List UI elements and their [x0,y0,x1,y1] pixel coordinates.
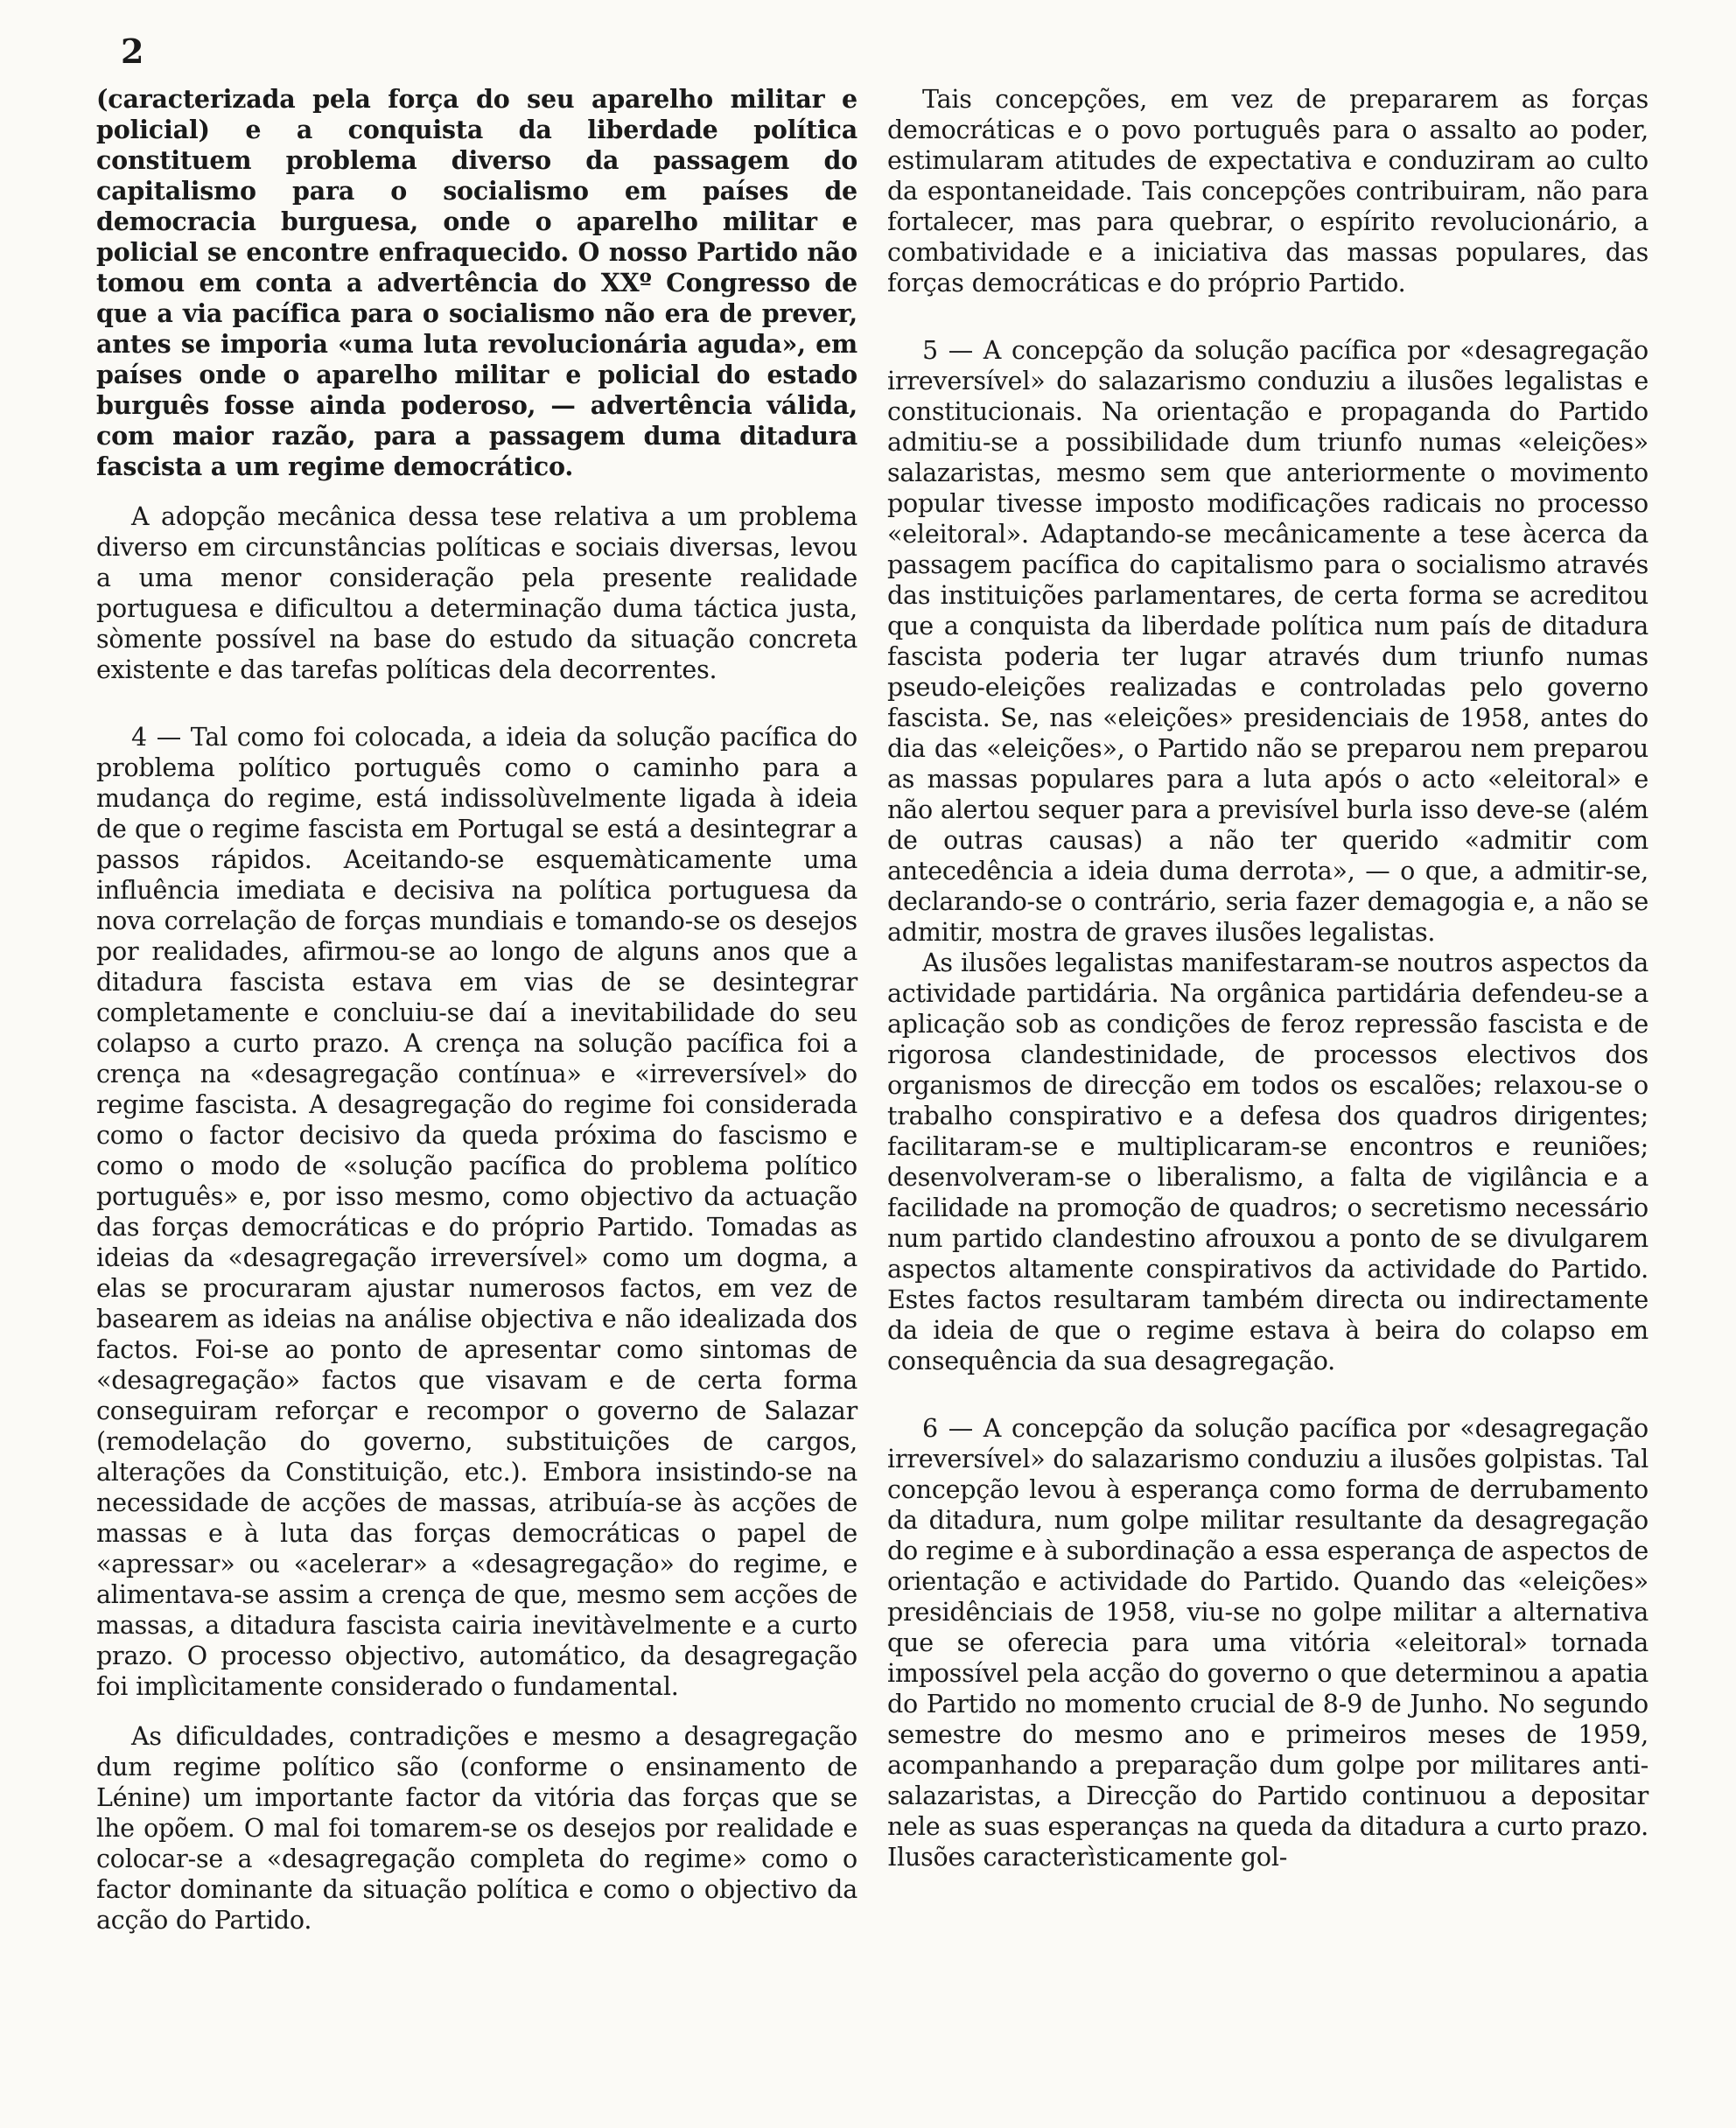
paragraph: 4 — Tal como foi colocada, a ideia da solução pacífica do problema político português como o caminho para a mudança do regime, está indissolùvelmente ligada à ideia de que o regime fascista em Portugal se está a desintegrar a passos rápidos. Aceitando-se esquemàticamente uma influência imediata e decisiva na política portuguesa da nova correlação de forças mundiais e tomando-se os desejos por realidades, afirmou-se ao longo de alguns anos que a ditadura fascista estava em vias de se desintegrar completamente e concluiu-se daí a inevitabilidade do seu colapso a curto prazo. A crença na solução pacífica foi a crença na «desagregação contínua» e «irreversível» do regime fascista. A desagregação do regime foi considerada como o factor decisivo da queda próxima do fascismo e como o modo de «solução pacífica do problema político português» e, por isso mesmo, como objectivo da actuação das forças democráticas e do próprio Partido. Tomadas as ideias da «desagregação irreversível» como um dogma, a elas se procuraram ajustar numerosos factos, em vez de basearem as ideias na análise objectiva e não idealizada dos factos. Foi-se ao ponto de apresentar como sintomas de «desagregação» factos que visavam e de certa forma conseguiram reforçar e recompor o governo de Salazar (remodelação do governo, substituições de cargos, alterações da Constituição, etc.). Embora insistindo-se na necessidade de acções de massas, atribuía-se às acções de massas e à luta das forças democráticas o papel de «apressar» ou «acelerar» a «desagregação» do regime, e alimentava-se assim a crença de que, mesmo sem acções de massas, a ditadura fascista cairia inevitàvelmente e a curto prazo. O processo objectivo, automático, da desagregação foi implìcitamente considerado o fundamental. [96,723,858,1701]
paragraph: Tais concepções, em vez de prepararem as forças democráticas e o povo português para o assalto ao poder, estimularam atitudes de expectativa e conduziram ao culto da espontaneidade. Tais concepções contribuiram, não para fortalecer, mas para quebrar, o espírito revolucionário, a combatividade e a iniciativa das massas populares, das forças democráticas e do próprio Partido. [887,85,1648,298]
left-column [96,84,858,1936]
page-number: 2 [121,32,144,71]
paragraph: 5 — A concepção da solução pacífica por «desagregação irreversível» do salazarismo conduziu a ilusões legalistas e constitucionais. Na orientação e propaganda do Partido admitiu-se a possibilidade dum triunfo numas «eleições» salazaristas, mesmo sem que anteriormente o movimento popular tivesse imposto modificações radicais no processo «eleitoral». Adaptando-se mecânicamente a tese àcerca da passagem pacífica do capitalismo para o socialismo através das instituições parlamentares, de certa forma se acreditou que a conquista da liberdade política num país de ditadura fascista poderia ter lugar através dum triunfo numas pseudo-eleições realizadas e controladas pelo governo fascista. Se, nas «eleições» presidenciais de 1958, antes do dia das «eleições», o Partido não se preparou nem preparou as massas populares para a luta após o acto «eleitoral» e não alertou sequer para a previsível burla isso deve-se (além de outras causas) a não ter querido «admitir com antecedência a ideia duma derrota», — o que, a admitir-se, declarando-se o contrário, seria fazer demagogia e, a não se admitir, mostra de graves ilusões legalistas. [887,336,1648,947]
paragraph: As dificuldades, contradições e mesmo a desagregação dum regime político são (conforme o ensinamento de Lénine) um importante factor da vitória das forças que se lhe opõem. O mal foi tomarem-se os desejos por realidade e colocar-se a «desagregação completa do regime» como o factor dominante da situação política e como o objectivo da acção do Partido. [96,1722,858,1935]
paragraph: 6 — A concepção da solução pacífica por «desagregação irreversível» do salazarismo conduziu a ilusões golpistas. Tal concepção levou à esperança como forma de derrubamento da ditadura, num golpe militar resultante da desagregação do regime e à subordinação a essa esperança de aspectos de orientação e actividade do Partido. Quando das «eleições» presidênciais de 1958, viu-se no golpe militar a alternativa que se oferecia para uma vitória «eleitoral» tornada impossível pela acção do governo o que determinou a apatia do Partido no momento crucial de 8-9 de Junho. No segundo semestre do mesmo ano e primeiros meses de 1959, acompanhando a preparação dum golpe por militares anti-salazaristas, a Direcção do Partido continuou a depositar nele as suas esperanças na queda da ditadura a curto prazo. Ilusões caracterìsticamente gol- [887,1414,1648,1872]
paragraph: As ilusões legalistas manifestaram-se noutros aspectos da actividade partidária. Na orgânica partidária defendeu-se a aplicação sob as condições de feroz repressão fascista e de rigorosa clandestinidade, de processos electivos dos organismos de direcção em todos os escalões; relaxou-se o trabalho conspirativo e a defesa dos quadros dirigentes; facilitaram-se e multiplicaram-se encontros e reuniões; desenvolveram-se o liberalismo, a falta de vigilância e a facilidade na promoção de quadros; o secretismo necessário num partido clandestino afrouxou a ponto de se divulgarem aspectos altamente conspirativos da actividade do Partido. Estes factos resultaram também directa ou indirectamente da ideia de que o regime estava à beira do colapso em consequência da sua desagregação. [887,948,1648,1376]
right-column [887,84,1648,1872]
paragraph: (caracterizada pela força do seu aparelho militar e policial) e a conquista da liberdade política constituem problema diverso da passagem do capitalismo para o socialismo em países de democracia burguesa, onde o aparelho militar e policial se encontre enfraquecido. O nosso Partido não tomou em conta a advertência do XXº Congresso de que a via pacífica para o socialismo não era de prever, antes se imporia «uma luta revolucionária aguda», em países onde o aparelho militar e policial do estado burguês fosse ainda poderoso, — advertência válida, com maior razão, para a passagem duma ditadura fascista a um regime democrático. [96,84,858,481]
paragraph: A adopção mecânica dessa tese relativa a um problema diverso em circunstâncias políticas e sociais diversas, levou a uma menor consideração pela presente realidade portuguesa e dificultou a determinação duma táctica justa, sòmente possível na base do estudo da situação concreta existente e das tarefas políticas dela decorrentes. [96,502,858,684]
